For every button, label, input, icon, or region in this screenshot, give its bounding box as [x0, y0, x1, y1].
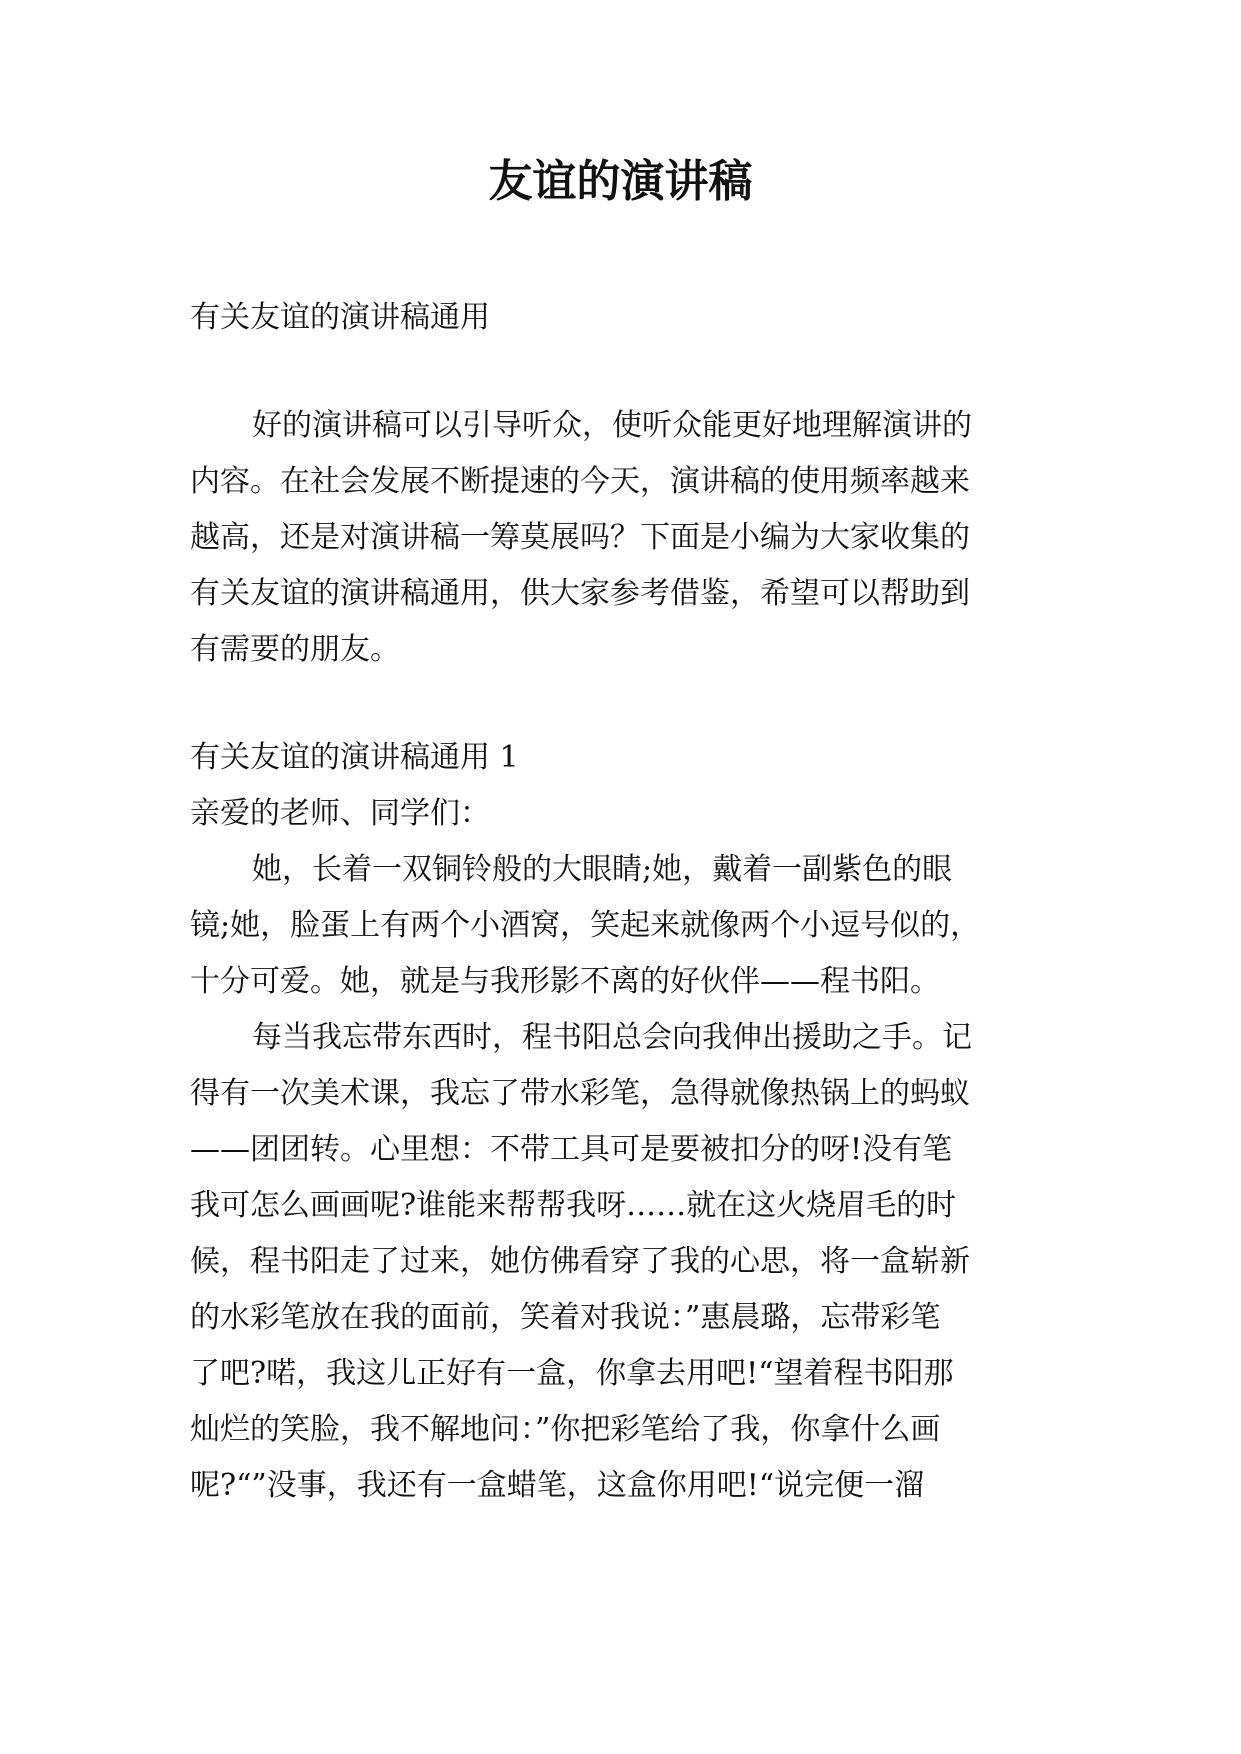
intro-line: 好的演讲稿可以引导听众，使听众能更好地理解演讲的 [252, 408, 972, 443]
paragraph-line: 得有一次美术课，我忘了带水彩笔，急得就像热锅上的蚂蚁 [190, 1076, 970, 1111]
intro-line: 有需要的朋友。 [190, 632, 400, 667]
intro-line: 有关友谊的演讲稿通用，供大家参考借鉴，希望可以帮助到 [190, 576, 970, 611]
document-body [190, 290, 1060, 1514]
paragraph-line: 呢?“”没事，我还有一盒蜡笔，这盒你用吧!“说完便一溜 [190, 1468, 925, 1503]
intro-line: 越高，还是对演讲稿一筹莫展吗？下面是小编为大家收集的 [190, 520, 970, 555]
intro-line: 内容。在社会发展不断提速的今天，演讲稿的使用频率越来 [190, 464, 970, 499]
salutation: 亲爱的老师、同学们： [190, 796, 490, 831]
paragraph-line: ——团团转。心里想：不带工具可是要被扣分的呀!没有笔 [190, 1132, 953, 1167]
document-title: 友谊的演讲稿 [488, 156, 753, 207]
paragraph-line: 的水彩笔放在我的面前，笑着对我说：”惠晨璐，忘带彩笔 [190, 1300, 941, 1335]
body-paragraph-1 [190, 842, 1060, 1010]
spacer [190, 346, 1060, 398]
paragraph-line: 镜;她，脸蛋上有两个小酒窝，笑起来就像两个小逗号似的， [190, 908, 981, 943]
paragraph-line: 每当我忘带东西时，程书阳总会向我伸出援助之手。记 [252, 1020, 972, 1055]
body-paragraph-2 [190, 1010, 1060, 1514]
paragraph-line: 她，长着一双铜铃般的大眼睛;她，戴着一副紫色的眼 [252, 852, 953, 887]
document-subtitle: 有关友谊的演讲稿通用 [190, 300, 490, 335]
paragraph-line: 了吧?喏，我这儿正好有一盒，你拿去用吧!“望着程书阳那 [190, 1356, 954, 1391]
paragraph-line: 我可怎么画画呢?谁能来帮帮我呀……就在这火烧眉毛的时 [190, 1188, 957, 1223]
paragraph-line: 候，程书阳走了过来，她仿佛看穿了我的心思，将一盒崭新 [190, 1244, 970, 1279]
intro-paragraph [190, 398, 1060, 678]
section-heading: 有关友谊的演讲稿通用 1 [190, 740, 519, 775]
paragraph-line: 灿烂的笑脸，我不解地问：”你把彩笔给了我，你拿什么画 [190, 1412, 941, 1447]
paragraph-line: 十分可爱。她，就是与我形影不离的好伙伴——程书阳。 [190, 964, 940, 999]
spacer [190, 678, 1060, 730]
